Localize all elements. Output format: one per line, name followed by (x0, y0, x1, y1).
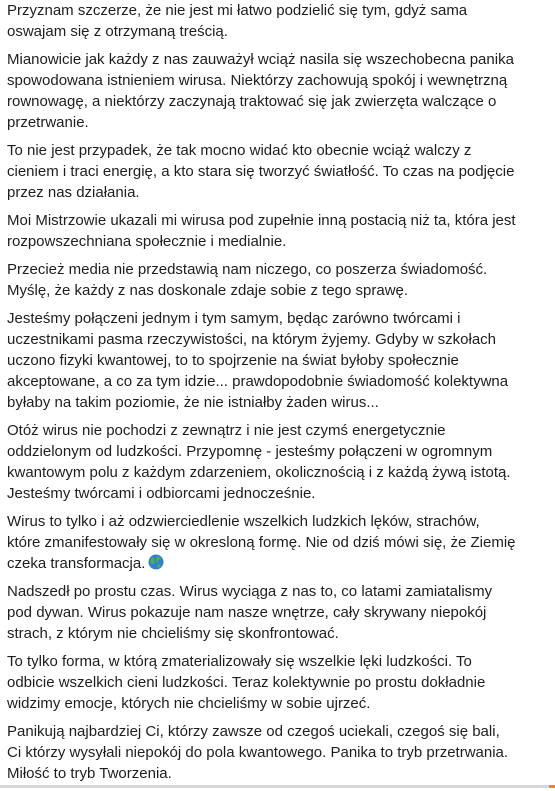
post-paragraph: Otóż wirus nie pochodzi z zewnątrz i nie jest czymś energetycznie oddzielonym od ludzkości. Przypomnę - jesteśmy połączeni w ogromnym kwantowym polu z każdym zdarzeniem, okolicznością i z każdą żywą istotą. Jesteśmy twórcami i odbiorcami jednocześnie. (7, 422, 511, 502)
post-paragraph: To nie jest przypadek, że tak mocno widać kto obecnie wciąż walczy z cieniem i traci energię, a kto stara się tworzyć światłość. To czas na podjęcie przez nas działania. (7, 142, 515, 201)
post-paragraph: Przyznam szczerze, że nie jest mi łatwo podzielić się tym, gdyż sama oswajam się z otrzymaną treścią. (7, 2, 468, 40)
post-paragraph: Przecież media nie przedstawią nam niczego, co poszerza świadomość. Myślę, że każdy z nas doskonale zdaje sobie z tego sprawę. (7, 261, 488, 299)
post-paragraph: Moi Mistrzowie ukazali mi wirusa pod zupełnie inną postacią niż ta, która jest rozpowszechniana społecznie i medialnie. (7, 212, 516, 250)
post-paragraph-with-emoji (7, 511, 555, 574)
post-paragraph: Panikują najbardziej Ci, którzy zawsze od czegoś uciekali, czegoś się bali, Ci którzy wysyłali niepokój do pola kwantowego. Panika to tryb przetrwania. Miłość to tryb Tworzenia. (7, 723, 509, 782)
globe-icon (148, 554, 164, 570)
post-body (7, 0, 555, 791)
post-paragraph: Mianowicie jak każdy z nas zauważył wciąż nasila się wszechobecna panika spowodowana istnieniem wirusa. Niektórzy zachowują spokój i wewnętrzną rownowagę, a niektórzy zaczynają traktować się jak zwierzęta walczące o przetrwanie. (7, 51, 514, 131)
post-paragraph: Nadszedł po prostu czas. Wirus wyciąga z nas to, co latami zamiatalismy pod dywan. Wirus pokazuje nam nasze wnętrze, cały skrywany niepokój strach, z którym nie chcieliśmy się skonfrontować. (7, 583, 493, 642)
post-paragraph: Jesteśmy połączeni jednym i tym samym, będąc zarówno twórcami i uczestnikami pasma rzeczywistości, na którym żyjemy. Gdyby w szkołach uczono fizyki kwantowej, to to spojrzenie na świat byłoby społecznie akceptowane, a co za tym idzie... prawdopodobnie świadomość kolektywna byłaby na takim poziomie, że nie istniałby żaden wirus... (7, 310, 509, 411)
post-paragraph: To tylko forma, w którą zmaterializowały się wszelkie lęki ludzkości. To odbicie wszelkich cieni ludzkości. Teraz kolektywnie po prostu dokładnie widzimy emocje, których nie chcieliśmy w sobie ujrzeć. (7, 653, 486, 712)
post-paragraph-text: Wirus to tylko i aż odzwierciedlenie wszelkich ludzkich lęków, strachów, które zmanifestowały się w okresloną formę. Nie od dziś mówi się, że Ziemię czeka transformacja. (7, 513, 516, 572)
